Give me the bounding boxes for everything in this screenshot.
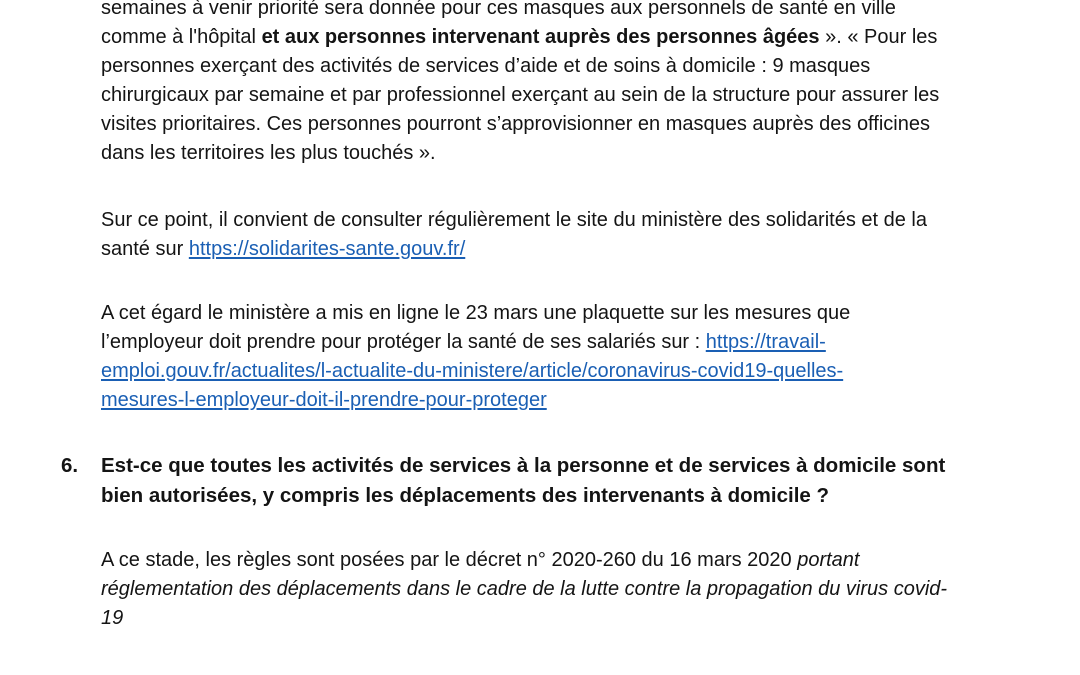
paragraph-line xyxy=(101,386,1039,415)
paragraph-line: visites prioritaires. Ces personnes pourront s’approvisionner en masques auprès des officines xyxy=(101,113,930,135)
travail-emploi-link[interactable]: https://travail- xyxy=(705,331,826,353)
question-number: 6. xyxy=(61,454,79,477)
solidarites-sante-link[interactable]: https://solidarites-sante.gouv.fr/ xyxy=(188,238,466,260)
paragraph-employer-measures xyxy=(101,299,1039,415)
paragraph-line: l’employeur doit prendre pour protéger la santé de ses salariés sur : https://travail- xyxy=(101,331,826,353)
paragraph-line xyxy=(101,575,1039,604)
paragraph-line: chirurgicaux par semaine et par professionnel exerçant au sein de la structure pour assurer les xyxy=(101,84,940,106)
paragraph-line: A cet égard le ministère a mis en ligne le 23 mars une plaquette sur les mesures que xyxy=(101,302,851,324)
paragraph-line: personnes exerçant des activités de services d’aide et de soins à domicile : 9 masques xyxy=(101,55,871,77)
paragraph-line: dans les territoires les plus touchés ». xyxy=(101,142,436,164)
italic-title: réglementation des déplacements dans le cadre de la lutte contre la propagation du virus covid- xyxy=(101,578,948,600)
travail-emploi-link-continued[interactable]: emploi.gouv.fr/actualites/l-actualite-du-ministere/article/coronavirus-covid19-quelles- xyxy=(101,360,844,382)
italic-title: 19 xyxy=(101,607,124,629)
paragraph-masks xyxy=(101,0,1039,168)
bold-phrase: et aux personnes intervenant auprès des personnes âgées xyxy=(261,26,820,48)
paragraph-decree xyxy=(101,546,1039,633)
question-line: Est-ce que toutes les activités de services à la personne et de services à domicile sont xyxy=(101,454,946,477)
italic-title: portant xyxy=(797,549,860,571)
paragraph-line: A ce stade, les règles sont posées par le décret n° 2020-260 du 16 mars 2020 portant xyxy=(101,549,860,571)
question-text xyxy=(101,451,1041,511)
travail-emploi-link-end[interactable]: mesures-l-employeur-doit-il-prendre-pour-proteger xyxy=(101,389,547,411)
paragraph-line xyxy=(101,357,1039,386)
question-line: bien autorisées, y compris les déplacements des intervenants à domicile ? xyxy=(101,484,830,507)
paragraph-ministry-site xyxy=(101,206,1039,264)
paragraph-line: Sur ce point, il convient de consulter régulièrement le site du ministère des solidarités et de la xyxy=(101,209,927,231)
paragraph-line: semaines à venir priorité sera donnée pour ces masques aux personnels de santé en ville xyxy=(101,0,896,19)
paragraph-line: comme à l'hôpital et aux personnes intervenant auprès des personnes âgées ». « Pour les xyxy=(101,26,938,48)
paragraph-line: santé sur https://solidarites-sante.gouv.fr/ xyxy=(101,238,466,260)
paragraph-line xyxy=(101,604,1039,633)
